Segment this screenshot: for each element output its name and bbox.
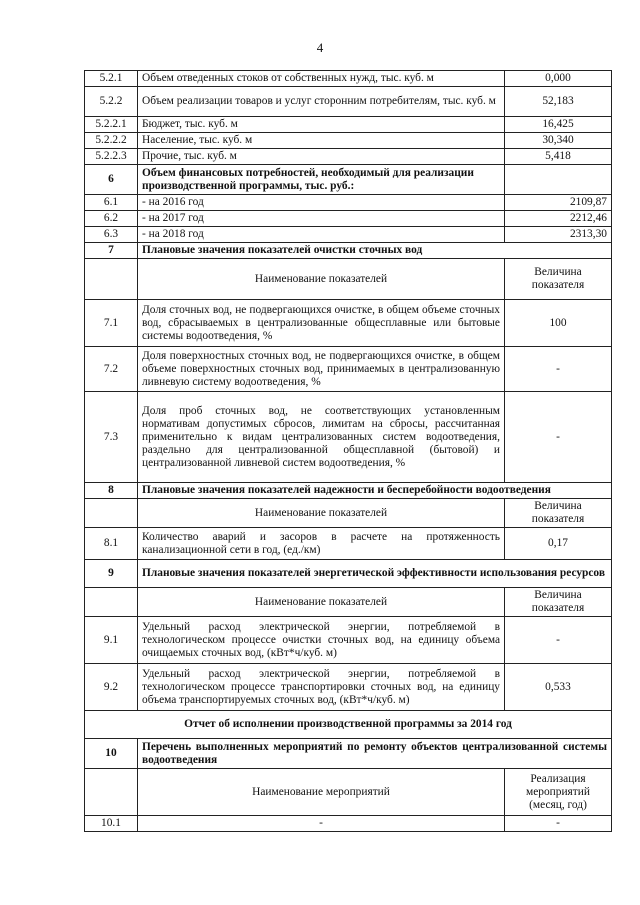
section-number: 9 [85, 560, 138, 588]
table-row [85, 195, 612, 211]
row-number: 8.1 [85, 528, 138, 560]
table-row [85, 816, 612, 832]
header-measure-implementation: Реализация мероприятий (месяц, год) [505, 769, 612, 816]
table-row [85, 528, 612, 560]
section-row [85, 483, 612, 499]
row-number: 6.1 [85, 195, 138, 211]
row-number: 5.2.1 [85, 71, 138, 87]
header-indicator-name: Наименование показателей [138, 259, 505, 300]
row-description: - на 2018 год [138, 227, 505, 243]
table-row [85, 227, 612, 243]
row-value: 5,418 [505, 149, 612, 165]
program-table [84, 70, 612, 832]
row-number: 7.2 [85, 347, 138, 392]
section-title: Объем финансовых потребностей, необходимый для реализации производственной программы, тыс. руб.: [138, 165, 505, 195]
row-value: 2313,30 [505, 227, 612, 243]
row-value: - [505, 392, 612, 483]
report-heading: Отчет об исполнении производственной программы за 2014 год [85, 711, 612, 739]
row-description: Объем реализации товаров и услуг сторонним потребителям, тыс. куб. м [138, 87, 505, 117]
table-row [85, 392, 612, 483]
row-description: Бюджет, тыс. куб. м [138, 117, 505, 133]
row-value: 100 [505, 300, 612, 347]
table-row [85, 71, 612, 87]
row-description: - на 2017 год [138, 211, 505, 227]
header-indicator-name: Наименование показателей [138, 588, 505, 617]
row-value: - [505, 617, 612, 664]
header-indicator-value: Величина показателя [505, 259, 612, 300]
row-value: 2109,87 [505, 195, 612, 211]
row-number: 5.2.2.1 [85, 117, 138, 133]
row-value: 0,533 [505, 664, 612, 711]
table-row [85, 347, 612, 392]
row-number: 6.3 [85, 227, 138, 243]
header-indicator-name: Наименование показателей [138, 499, 505, 528]
row-number: 5.2.2.2 [85, 133, 138, 149]
row-description: Количество аварий и засоров в расчете на протяженность канализационной сети в год, (ед./км) [138, 528, 505, 560]
section-number: 6 [85, 165, 138, 195]
table-row [85, 664, 612, 711]
row-description: - на 2016 год [138, 195, 505, 211]
row-description: - [138, 816, 505, 832]
row-value: 52,183 [505, 87, 612, 117]
row-number: 7.1 [85, 300, 138, 347]
row-description: Доля проб сточных вод, не соответствующих установленным нормативам допустимых сбросов, лимитам на сбросы, рассчитанная применительно к видам централизованных систем водоотведения, раздельно для централизованной общесплавной (бытовой) и централизованной ливневой систем водоотведения, % [138, 392, 505, 483]
row-value: 2212,46 [505, 211, 612, 227]
table-row [85, 117, 612, 133]
row-description: Население, тыс. куб. м [138, 133, 505, 149]
row-number: 5.2.2 [85, 87, 138, 117]
row-description: Объем отведенных стоков от собственных нужд, тыс. куб. м [138, 71, 505, 87]
header-indicator-value: Величина показателя [505, 588, 612, 617]
row-number: 9.2 [85, 664, 138, 711]
row-number: 7.3 [85, 392, 138, 483]
row-number: 10.1 [85, 816, 138, 832]
row-number: 5.2.2.3 [85, 149, 138, 165]
section-title: Плановые значения показателей энергетической эффективности использования ресурсов [138, 560, 612, 588]
row-value: - [505, 816, 612, 832]
table-row [85, 617, 612, 664]
row-description: Доля поверхностных сточных вод, не подвергающихся очистке, в общем объеме поверхностных сточных вод, принимаемых в централизованную ливневую систему водоотведения, % [138, 347, 505, 392]
section-number: 10 [85, 739, 138, 769]
report-heading-row [85, 711, 612, 739]
section-number: 7 [85, 243, 138, 259]
row-description: Удельный расход электрической энергии, потребляемой в технологическом процессе транспортировки сточных вод, на единицу объема транспортируемых сточных вод, (кВт*ч/куб. м) [138, 664, 505, 711]
row-value: - [505, 347, 612, 392]
row-number: 6.2 [85, 211, 138, 227]
header-measure-name: Наименование мероприятий [138, 769, 505, 816]
section-row [85, 739, 612, 769]
row-description: Удельный расход электрической энергии, потребляемой в технологическом процессе очистки сточных вод, на единицу объема очищаемых сточных вод, (кВт*ч/куб. м) [138, 617, 505, 664]
table-row [85, 87, 612, 117]
section-row [85, 165, 612, 195]
header-indicator-value: Величина показателя [505, 499, 612, 528]
table-row [85, 133, 612, 149]
column-header-row [85, 769, 612, 816]
page-number: 4 [316, 40, 324, 55]
section-row [85, 243, 612, 259]
row-value: 16,425 [505, 117, 612, 133]
row-value: 30,340 [505, 133, 612, 149]
row-description: Доля сточных вод, не подвергающихся очистке, в общем объеме сточных вод, сбрасываемых в централизованные общесплавные или бытовые системы водоотведения, % [138, 300, 505, 347]
row-number: 9.1 [85, 617, 138, 664]
row-value: 0,000 [505, 71, 612, 87]
row-value [505, 165, 612, 195]
section-title: Перечень выполненных мероприятий по ремонту объектов централизованной системы водоотведения [138, 739, 612, 769]
section-title: Плановые значения показателей надежности и бесперебойности водоотведения [138, 483, 612, 499]
column-header-row [85, 588, 612, 617]
table-row [85, 211, 612, 227]
section-row [85, 560, 612, 588]
row-value: 0,17 [505, 528, 612, 560]
column-header-row [85, 259, 612, 300]
row-description: Прочие, тыс. куб. м [138, 149, 505, 165]
table-row [85, 300, 612, 347]
table-row [85, 149, 612, 165]
column-header-row [85, 499, 612, 528]
section-title: Плановые значения показателей очистки сточных вод [138, 243, 612, 259]
section-number: 8 [85, 483, 138, 499]
